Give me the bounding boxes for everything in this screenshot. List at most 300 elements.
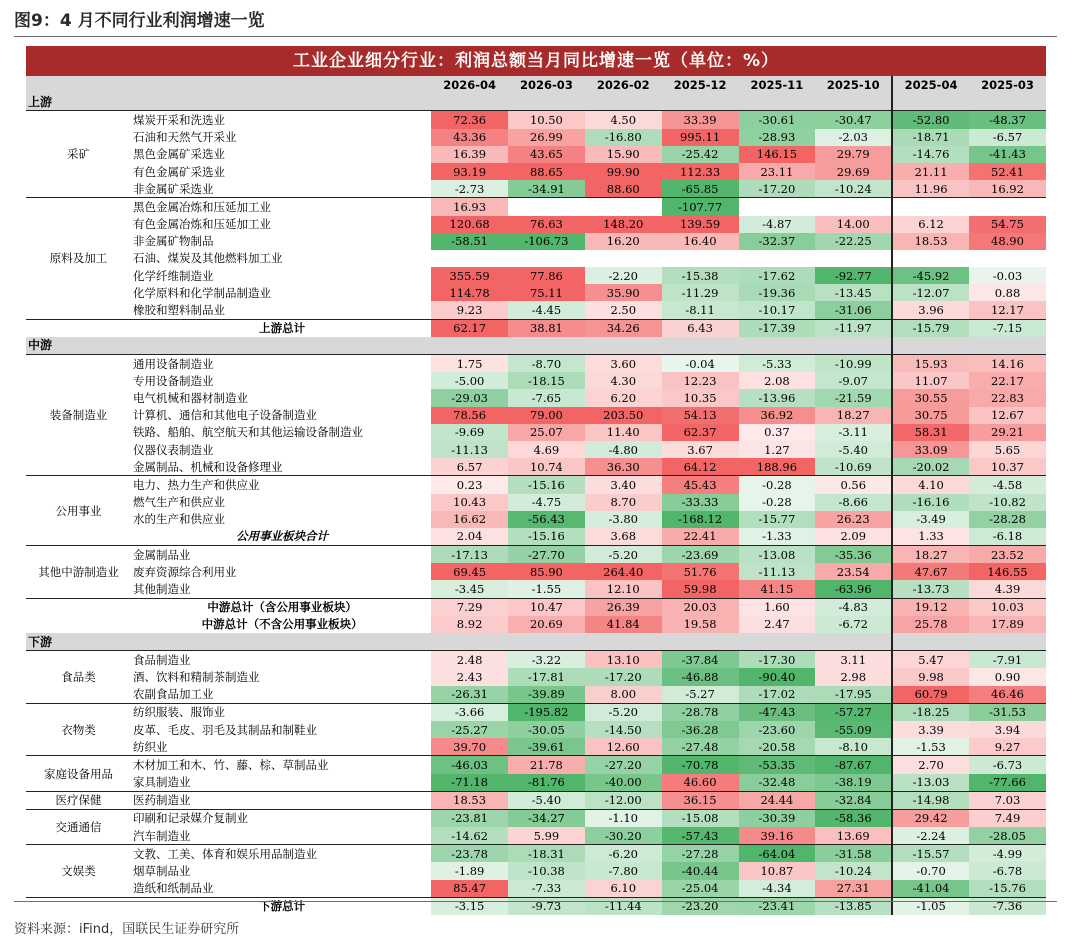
value-cell: 36.92 bbox=[739, 407, 816, 424]
value-cell: -64.04 bbox=[739, 845, 816, 863]
value-cell: -10.38 bbox=[508, 862, 585, 879]
value-cell: -39.61 bbox=[508, 738, 585, 756]
value-cell: 11.07 bbox=[892, 372, 969, 389]
value-cell bbox=[892, 198, 969, 216]
value-cell: 14.00 bbox=[815, 216, 892, 233]
value-cell: 12.17 bbox=[969, 301, 1046, 319]
value-cell: 12.10 bbox=[585, 580, 662, 598]
value-cell: -3.11 bbox=[815, 424, 892, 441]
industry-label: 有色金属冶炼和压延加工业 bbox=[133, 217, 272, 232]
table-row bbox=[26, 721, 1046, 738]
total-row bbox=[26, 319, 1046, 337]
value-cell: -15.16 bbox=[508, 528, 585, 546]
value-cell: -15.08 bbox=[662, 809, 739, 827]
value-cell: 22.83 bbox=[969, 389, 1046, 406]
value-cell: 10.35 bbox=[662, 389, 739, 406]
industry-label: 纺织服装、服饰业 bbox=[131, 703, 431, 721]
table-row bbox=[26, 546, 1046, 564]
value-cell: -45.92 bbox=[892, 267, 969, 284]
value-cell: -15.79 bbox=[892, 319, 969, 337]
value-cell: -81.76 bbox=[508, 774, 585, 792]
value-cell: 16.40 bbox=[662, 233, 739, 250]
value-cell: -10.24 bbox=[815, 862, 892, 879]
column-header: 2026-02 bbox=[585, 76, 662, 93]
value-cell: 3.68 bbox=[585, 528, 662, 546]
value-cell: 41.84 bbox=[585, 616, 662, 633]
value-cell: -28.05 bbox=[969, 827, 1046, 845]
value-cell: 18.27 bbox=[815, 407, 892, 424]
value-cell: 4.39 bbox=[969, 580, 1046, 598]
value-cell: -0.03 bbox=[969, 267, 1046, 284]
value-cell: 4.69 bbox=[508, 441, 585, 458]
value-cell: 22.41 bbox=[662, 528, 739, 546]
table-row bbox=[26, 703, 1046, 721]
value-cell: 13.10 bbox=[585, 651, 662, 669]
value-cell: 5.47 bbox=[892, 651, 969, 669]
value-cell: 54.75 bbox=[969, 216, 1046, 233]
value-cell: 58.31 bbox=[892, 424, 969, 441]
value-cell: -10.69 bbox=[815, 458, 892, 476]
industry-label: 煤炭开采和洗选业 bbox=[131, 111, 431, 129]
section-label: 下游 bbox=[26, 633, 892, 651]
industry-label: 下游总计 bbox=[131, 897, 431, 915]
value-cell: -15.76 bbox=[969, 880, 1046, 898]
value-cell: -1.05 bbox=[892, 897, 969, 915]
value-cell: 12.67 bbox=[969, 407, 1046, 424]
value-cell: 36.15 bbox=[662, 791, 739, 809]
group-label: 原料及加工 bbox=[26, 198, 131, 319]
value-cell: -30.20 bbox=[585, 827, 662, 845]
value-cell: -14.50 bbox=[585, 721, 662, 738]
table-row bbox=[26, 458, 1046, 476]
group-label: 家庭设备用品 bbox=[26, 756, 131, 791]
value-cell: 48.90 bbox=[969, 233, 1046, 250]
group-label bbox=[26, 897, 131, 915]
industry-label: 有色金属矿采选业 bbox=[133, 164, 226, 179]
value-cell: 64.12 bbox=[662, 458, 739, 476]
value-cell: -6.72 bbox=[815, 616, 892, 633]
value-cell: 9.23 bbox=[431, 301, 508, 319]
column-header: 2026-04 bbox=[431, 76, 508, 93]
value-cell: -3.15 bbox=[431, 897, 508, 915]
value-cell: -7.33 bbox=[508, 880, 585, 898]
table-row bbox=[26, 791, 1046, 809]
value-cell: 13.69 bbox=[815, 827, 892, 845]
value-cell: 36.30 bbox=[585, 458, 662, 476]
value-cell: 20.03 bbox=[662, 598, 739, 616]
value-cell: 79.00 bbox=[508, 407, 585, 424]
value-cell: -23.41 bbox=[739, 897, 816, 915]
industry-label: 化学纤维制造业 bbox=[133, 268, 214, 283]
value-cell: -55.09 bbox=[815, 721, 892, 738]
value-cell: -58.51 bbox=[431, 233, 508, 250]
value-cell: -27.20 bbox=[585, 756, 662, 774]
value-cell: -0.28 bbox=[739, 476, 816, 494]
value-cell: -7.91 bbox=[969, 651, 1046, 669]
value-cell: -3.49 bbox=[892, 511, 969, 528]
value-cell: -17.62 bbox=[739, 267, 816, 284]
column-header: 2025-10 bbox=[815, 76, 892, 93]
value-cell: -13.85 bbox=[815, 897, 892, 915]
group-label: 文娱类 bbox=[26, 845, 131, 898]
value-cell: -6.57 bbox=[969, 129, 1046, 146]
value-cell: 3.67 bbox=[662, 441, 739, 458]
value-cell: 2.08 bbox=[739, 372, 816, 389]
total-row bbox=[26, 598, 1046, 616]
table-header-row bbox=[26, 76, 1046, 93]
value-cell: -12.07 bbox=[892, 284, 969, 301]
value-cell: 146.55 bbox=[969, 563, 1046, 580]
value-cell: -33.33 bbox=[662, 494, 739, 511]
value-cell: 24.44 bbox=[739, 791, 816, 809]
industry-label: 印刷和记录媒介复制业 bbox=[131, 809, 431, 827]
value-cell: -14.62 bbox=[431, 827, 508, 845]
section-fill bbox=[892, 337, 1046, 355]
value-cell: 26.39 bbox=[585, 598, 662, 616]
value-cell: 29.42 bbox=[892, 809, 969, 827]
value-cell: -7.36 bbox=[969, 897, 1046, 915]
value-cell: 69.45 bbox=[431, 563, 508, 580]
section-label: 上游 bbox=[26, 93, 892, 111]
bottom-rule bbox=[14, 901, 1057, 902]
value-cell: -32.48 bbox=[739, 774, 816, 792]
section-row bbox=[26, 337, 1046, 355]
value-cell: -25.42 bbox=[662, 146, 739, 163]
value-cell: -57.43 bbox=[662, 827, 739, 845]
value-cell: 85.90 bbox=[508, 563, 585, 580]
value-cell: 3.60 bbox=[585, 355, 662, 373]
value-cell: 62.37 bbox=[662, 424, 739, 441]
table-row bbox=[26, 284, 1046, 301]
value-cell: 112.33 bbox=[662, 163, 739, 180]
value-cell: 33.09 bbox=[892, 441, 969, 458]
table-row bbox=[26, 163, 1046, 180]
value-cell: -41.04 bbox=[892, 880, 969, 898]
value-cell: 21.78 bbox=[508, 756, 585, 774]
value-cell: 2.98 bbox=[815, 668, 892, 685]
table-row bbox=[26, 845, 1046, 863]
value-cell: -17.30 bbox=[739, 651, 816, 669]
value-cell: 51.76 bbox=[662, 563, 739, 580]
value-cell: 120.68 bbox=[431, 216, 508, 233]
value-cell: -26.31 bbox=[431, 686, 508, 704]
value-cell: -18.15 bbox=[508, 372, 585, 389]
industry-label: 酒、饮料和精制茶制造业 bbox=[133, 669, 260, 684]
value-cell: -15.16 bbox=[508, 476, 585, 494]
value-cell: -20.02 bbox=[892, 458, 969, 476]
table-row bbox=[26, 111, 1046, 129]
value-cell: -25.04 bbox=[662, 880, 739, 898]
industry-label: 其他制造业 bbox=[133, 582, 191, 597]
value-cell: 88.65 bbox=[508, 163, 585, 180]
industry-label: 电气机械和器材制造业 bbox=[133, 390, 249, 405]
value-cell: 27.31 bbox=[815, 880, 892, 898]
value-cell: -5.33 bbox=[739, 355, 816, 373]
value-cell: 8.00 bbox=[585, 686, 662, 704]
value-cell: -8.11 bbox=[662, 301, 739, 319]
industry-label: 石油、煤炭及其他燃料加工业 bbox=[133, 251, 283, 266]
industry-label: 食品制造业 bbox=[131, 651, 431, 669]
value-cell: 9.27 bbox=[969, 738, 1046, 756]
value-cell: 6.57 bbox=[431, 458, 508, 476]
industry-label: 通用设备制造业 bbox=[131, 355, 431, 373]
table-row bbox=[26, 651, 1046, 669]
industry-label: 电力、热力生产和供应业 bbox=[131, 476, 431, 494]
industry-label: 仪器仪表制造业 bbox=[133, 442, 214, 457]
industry-label: 文教、工美、体育和娱乐用品制造业 bbox=[131, 845, 431, 863]
value-cell: 45.43 bbox=[662, 476, 739, 494]
value-cell: 2.09 bbox=[815, 528, 892, 546]
value-cell: 59.98 bbox=[662, 580, 739, 598]
value-cell: 76.63 bbox=[508, 216, 585, 233]
value-cell: -7.15 bbox=[969, 319, 1046, 337]
value-cell: 139.59 bbox=[662, 216, 739, 233]
value-cell: -71.18 bbox=[431, 774, 508, 792]
column-header: 2025-11 bbox=[739, 76, 816, 93]
value-cell: 7.29 bbox=[431, 598, 508, 616]
value-cell: -40.00 bbox=[585, 774, 662, 792]
value-cell: -29.03 bbox=[431, 389, 508, 406]
industry-label: 造纸和纸制品业 bbox=[133, 881, 214, 896]
section-row bbox=[26, 633, 1046, 651]
value-cell bbox=[739, 250, 816, 267]
value-cell: 264.40 bbox=[585, 563, 662, 580]
value-cell: 4.50 bbox=[585, 111, 662, 129]
value-cell: 62.17 bbox=[431, 319, 508, 337]
value-cell: -87.67 bbox=[815, 756, 892, 774]
value-cell: -34.27 bbox=[508, 809, 585, 827]
value-cell: -30.05 bbox=[508, 721, 585, 738]
table-row bbox=[26, 129, 1046, 146]
value-cell: 17.89 bbox=[969, 616, 1046, 633]
value-cell bbox=[739, 198, 816, 216]
value-cell: -9.69 bbox=[431, 424, 508, 441]
industry-label: 医药制造业 bbox=[131, 791, 431, 809]
value-cell: 22.17 bbox=[969, 372, 1046, 389]
value-cell: 146.15 bbox=[739, 146, 816, 163]
value-cell: -2.03 bbox=[815, 129, 892, 146]
value-cell: 29.79 bbox=[815, 146, 892, 163]
value-cell: 54.13 bbox=[662, 407, 739, 424]
column-header: 2025-12 bbox=[662, 76, 739, 93]
industry-label: 计算机、通信和其他电子设备制造业 bbox=[133, 408, 318, 423]
value-cell: -21.59 bbox=[815, 389, 892, 406]
value-cell: -57.27 bbox=[815, 703, 892, 721]
value-cell: -2.73 bbox=[431, 180, 508, 198]
value-cell: 7.03 bbox=[969, 791, 1046, 809]
table-row bbox=[26, 372, 1046, 389]
industry-label: 中游总计（不含公用事业板块） bbox=[201, 617, 363, 632]
group-label: 公用事业 bbox=[26, 476, 131, 546]
industry-label: 橡胶和塑料制品业 bbox=[133, 303, 226, 318]
value-cell: -90.40 bbox=[739, 668, 816, 685]
value-cell: -32.84 bbox=[815, 791, 892, 809]
figure-title: 图9：4 月不同行业利润增速一览 bbox=[14, 11, 265, 31]
value-cell: -23.69 bbox=[662, 546, 739, 564]
industry-label: 专用设备制造业 bbox=[133, 373, 214, 388]
source-note: 资料来源：iFind，国联民生证券研究所 bbox=[14, 922, 240, 937]
value-cell: -8.70 bbox=[508, 355, 585, 373]
value-cell: -13.45 bbox=[815, 284, 892, 301]
value-cell: -3.22 bbox=[508, 651, 585, 669]
value-cell: 39.70 bbox=[431, 738, 508, 756]
value-cell: 3.94 bbox=[969, 721, 1046, 738]
value-cell: -5.20 bbox=[585, 703, 662, 721]
value-cell: -4.83 bbox=[815, 598, 892, 616]
table-row bbox=[26, 580, 1046, 598]
value-cell: 1.60 bbox=[739, 598, 816, 616]
value-cell: -10.17 bbox=[739, 301, 816, 319]
value-cell: -92.77 bbox=[815, 267, 892, 284]
value-cell bbox=[585, 250, 662, 267]
value-cell: -9.73 bbox=[508, 897, 585, 915]
value-cell: -13.96 bbox=[739, 389, 816, 406]
value-cell: 7.49 bbox=[969, 809, 1046, 827]
group-label: 装备制造业 bbox=[26, 355, 131, 476]
section-fill bbox=[892, 633, 1046, 651]
value-cell: 10.50 bbox=[508, 111, 585, 129]
value-cell: -2.24 bbox=[892, 827, 969, 845]
value-cell: -56.43 bbox=[508, 511, 585, 528]
value-cell: 33.39 bbox=[662, 111, 739, 129]
top-rule bbox=[14, 36, 1057, 37]
value-cell: -17.20 bbox=[585, 668, 662, 685]
value-cell bbox=[969, 250, 1046, 267]
value-cell: 26.99 bbox=[508, 129, 585, 146]
value-cell: -5.40 bbox=[508, 791, 585, 809]
value-cell: -6.73 bbox=[969, 756, 1046, 774]
value-cell: 1.75 bbox=[431, 355, 508, 373]
table-row bbox=[26, 301, 1046, 319]
value-cell: 4.10 bbox=[892, 476, 969, 494]
value-cell: -17.20 bbox=[739, 180, 816, 198]
value-cell: 203.50 bbox=[585, 407, 662, 424]
value-cell: 93.19 bbox=[431, 163, 508, 180]
value-cell: 0.37 bbox=[739, 424, 816, 441]
value-cell: 16.92 bbox=[969, 180, 1046, 198]
value-cell: -1.10 bbox=[585, 809, 662, 827]
value-cell: -19.36 bbox=[739, 284, 816, 301]
value-cell: -47.43 bbox=[739, 703, 816, 721]
value-cell: 9.98 bbox=[892, 668, 969, 685]
industry-label: 家具制造业 bbox=[133, 775, 191, 790]
value-cell: 8.70 bbox=[585, 494, 662, 511]
value-cell bbox=[508, 250, 585, 267]
value-cell: -6.78 bbox=[969, 862, 1046, 879]
value-cell: -12.00 bbox=[585, 791, 662, 809]
value-cell: -0.04 bbox=[662, 355, 739, 373]
value-cell: -27.48 bbox=[662, 738, 739, 756]
value-cell: -0.28 bbox=[739, 494, 816, 511]
value-cell: 188.96 bbox=[739, 458, 816, 476]
value-cell: -11.97 bbox=[815, 319, 892, 337]
value-cell: 29.69 bbox=[815, 163, 892, 180]
table-row bbox=[26, 528, 1046, 546]
table-row bbox=[26, 216, 1046, 233]
value-cell: -15.77 bbox=[739, 511, 816, 528]
table-row bbox=[26, 233, 1046, 250]
group-label: 其他中游制造业 bbox=[26, 546, 131, 599]
value-cell: -17.39 bbox=[739, 319, 816, 337]
value-cell: -38.19 bbox=[815, 774, 892, 792]
industry-label: 烟草制品业 bbox=[133, 864, 191, 879]
value-cell: -11.13 bbox=[739, 563, 816, 580]
value-cell: -23.60 bbox=[739, 721, 816, 738]
value-cell: -40.44 bbox=[662, 862, 739, 879]
value-cell: 29.21 bbox=[969, 424, 1046, 441]
value-cell: 43.36 bbox=[431, 129, 508, 146]
table-row bbox=[26, 774, 1046, 792]
column-header: 2025-04 bbox=[892, 76, 969, 93]
value-cell: -23.20 bbox=[662, 897, 739, 915]
value-cell: -4.45 bbox=[508, 301, 585, 319]
value-cell: 6.10 bbox=[585, 880, 662, 898]
value-cell: -4.80 bbox=[585, 441, 662, 458]
value-cell: -13.73 bbox=[892, 580, 969, 598]
value-cell: -37.84 bbox=[662, 651, 739, 669]
value-cell: -11.13 bbox=[431, 441, 508, 458]
industry-label: 铁路、船舶、航空航天和其他运输设备制造业 bbox=[133, 425, 364, 440]
table-row bbox=[26, 827, 1046, 845]
value-cell: 30.75 bbox=[892, 407, 969, 424]
value-cell bbox=[892, 250, 969, 267]
table-title: 工业企业细分行业：利润总额当月同比增速一览（单位：%） bbox=[26, 46, 1046, 76]
value-cell: -14.98 bbox=[892, 791, 969, 809]
value-cell: 0.90 bbox=[969, 668, 1046, 685]
industry-label: 黑色金属冶炼和压延加工业 bbox=[131, 198, 431, 216]
value-cell: 20.69 bbox=[508, 616, 585, 633]
value-cell: -168.12 bbox=[662, 511, 739, 528]
value-cell: -63.96 bbox=[815, 580, 892, 598]
value-cell: 38.81 bbox=[508, 319, 585, 337]
value-cell: 25.78 bbox=[892, 616, 969, 633]
table-row bbox=[26, 756, 1046, 774]
value-cell: -17.95 bbox=[815, 686, 892, 704]
industry-label: 中游总计（含公用事业板块） bbox=[131, 598, 431, 616]
value-cell: 16.93 bbox=[431, 198, 508, 216]
value-cell: -8.10 bbox=[815, 738, 892, 756]
value-cell: -10.24 bbox=[815, 180, 892, 198]
value-cell: 6.20 bbox=[585, 389, 662, 406]
value-cell: 10.43 bbox=[431, 494, 508, 511]
section-row bbox=[26, 93, 1046, 111]
value-cell: -15.57 bbox=[892, 845, 969, 863]
value-cell: -14.76 bbox=[892, 146, 969, 163]
value-cell: -48.37 bbox=[969, 111, 1046, 129]
industry-label: 金属制品业 bbox=[131, 546, 431, 564]
value-cell: 75.11 bbox=[508, 284, 585, 301]
table-row bbox=[26, 180, 1046, 198]
value-cell: 3.40 bbox=[585, 476, 662, 494]
value-cell: -31.58 bbox=[815, 845, 892, 863]
value-cell: 2.47 bbox=[739, 616, 816, 633]
value-cell: -22.25 bbox=[815, 233, 892, 250]
value-cell: -28.28 bbox=[969, 511, 1046, 528]
value-cell: -11.44 bbox=[585, 897, 662, 915]
value-cell: 18.53 bbox=[892, 233, 969, 250]
value-cell: 10.37 bbox=[969, 458, 1046, 476]
value-cell: -3.45 bbox=[431, 580, 508, 598]
value-cell: 2.04 bbox=[431, 528, 508, 546]
value-cell: -1.53 bbox=[892, 738, 969, 756]
value-cell: -17.13 bbox=[431, 546, 508, 564]
value-cell: -52.80 bbox=[892, 111, 969, 129]
industry-label: 农副食品加工业 bbox=[133, 687, 214, 702]
industry-label: 燃气生产和供应业 bbox=[133, 495, 226, 510]
value-cell: -10.82 bbox=[969, 494, 1046, 511]
value-cell: -30.39 bbox=[739, 809, 816, 827]
value-cell: 52.41 bbox=[969, 163, 1046, 180]
